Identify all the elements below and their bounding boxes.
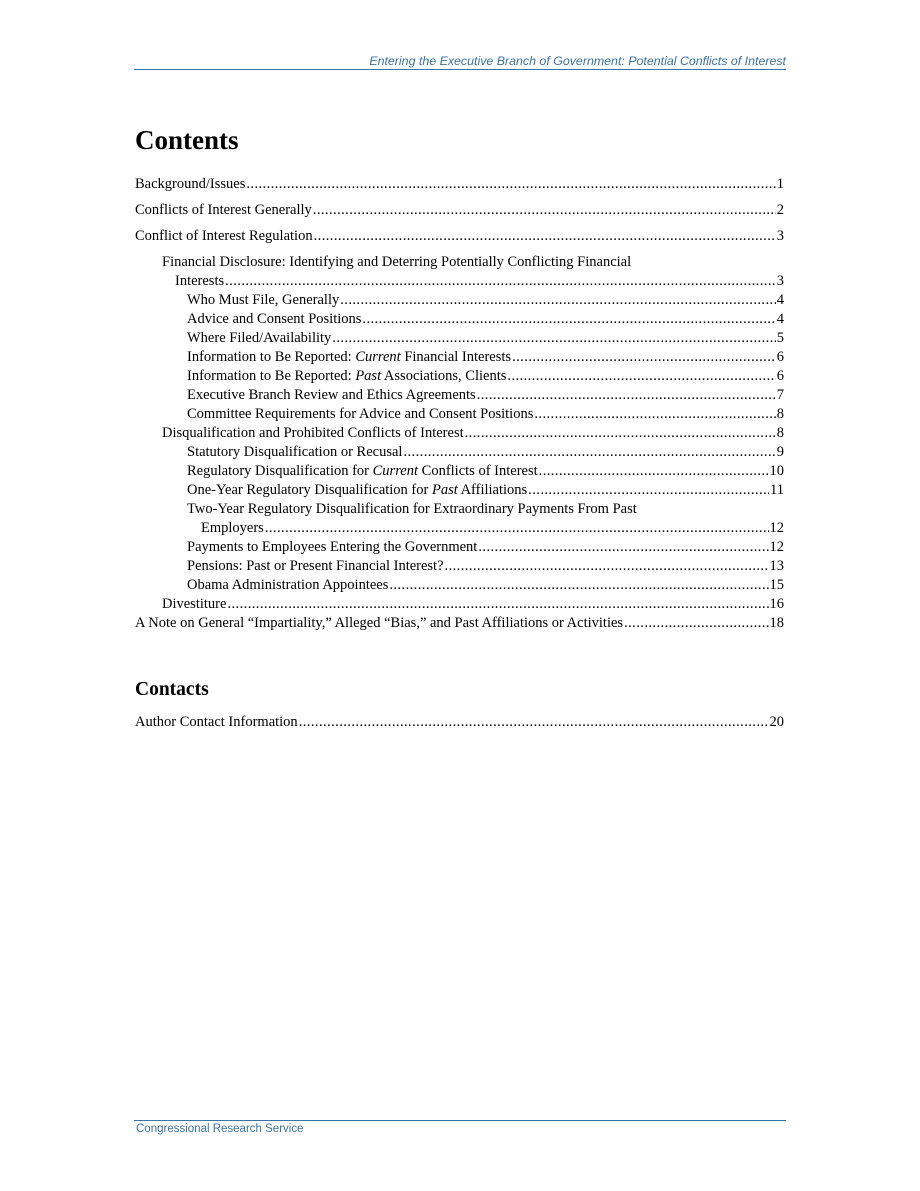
toc-entry-label	[187, 481, 527, 500]
toc-entry-page: 4	[776, 292, 784, 308]
dot-leader	[299, 713, 769, 732]
toc-entry-label: Obama Administration Appointees	[187, 577, 389, 593]
label-text: Associations, Clients	[381, 368, 507, 384]
toc-entry-label-line1: Financial Disclosure: Identifying and Deterring Potentially Conflicting Financial	[162, 254, 632, 270]
toc-entry-page: 5	[776, 330, 784, 346]
toc-entry-page: 9	[776, 444, 784, 460]
toc-entry-label: Where Filed/Availability	[187, 330, 332, 346]
label-text: Information to Be Reported:	[187, 349, 356, 365]
dot-leader	[313, 201, 776, 220]
toc-entry-committee-requirements[interactable]	[135, 405, 784, 424]
toc-entry-label: Conflicts of Interest Generally	[135, 202, 312, 218]
toc-entry-label: Pensions: Past or Present Financial Interest?	[187, 558, 444, 574]
running-header: Entering the Executive Branch of Government: Potential Conflicts of Interest	[369, 54, 786, 68]
toc-entry-label: Advice and Consent Positions	[187, 311, 362, 327]
dot-leader	[478, 538, 768, 557]
toc-entry-financial-disclosure[interactable]	[135, 253, 784, 291]
toc-entry-label: Background/Issues	[135, 176, 246, 192]
contacts-title: Contacts	[135, 679, 209, 700]
toc-entry-page: 12	[769, 539, 784, 555]
toc-entry-pensions[interactable]	[135, 557, 784, 576]
dot-leader	[477, 386, 776, 405]
toc-entry-line2	[135, 272, 784, 291]
toc-entry-page: 6	[776, 349, 784, 365]
dot-leader	[246, 175, 775, 194]
toc-entry-page: 4	[776, 311, 784, 327]
contacts-list	[135, 713, 784, 732]
toc-entry-page: 8	[776, 425, 784, 441]
dot-leader	[465, 424, 776, 443]
dot-leader	[314, 227, 776, 246]
toc-entry-page: 1	[776, 176, 784, 192]
toc-entry-background-issues[interactable]	[135, 175, 784, 194]
toc-entry-page: 10	[769, 463, 784, 479]
toc-entry-page: 3	[776, 228, 784, 244]
toc-entry-label-line2: Employers	[201, 520, 264, 536]
dot-leader	[528, 481, 769, 500]
label-text: One-Year Regulatory Disqualification for	[187, 482, 432, 498]
toc-entry-page: 2	[776, 202, 784, 218]
dot-leader	[624, 614, 768, 633]
dot-leader	[512, 348, 776, 367]
toc-entry-page: 16	[769, 596, 784, 612]
footer-text: Congressional Research Service	[136, 1123, 304, 1135]
toc-entry-who-must-file[interactable]	[135, 291, 784, 310]
footer-rule	[134, 1120, 786, 1121]
toc-entry-divestiture[interactable]	[135, 595, 784, 614]
toc-entry-line2	[135, 519, 784, 538]
toc-entry-page: 11	[770, 482, 784, 498]
table-of-contents	[135, 175, 784, 633]
toc-entry-page: 12	[769, 520, 784, 536]
toc-entry-page: 20	[769, 714, 784, 730]
toc-entry-label	[187, 367, 506, 386]
header-rule	[134, 69, 786, 70]
toc-entry-label: A Note on General “Impartiality,” Alleged “Bias,” and Past Affiliations or Activities	[135, 615, 624, 631]
label-text: Conflicts of Interest	[418, 463, 538, 479]
dot-leader	[265, 519, 769, 538]
toc-entry-payments-entering[interactable]	[135, 538, 784, 557]
toc-entry-statutory-disqualification[interactable]	[135, 443, 784, 462]
toc-entry-label: Committee Requirements for Advice and Consent Positions	[187, 406, 534, 422]
dot-leader	[332, 329, 775, 348]
toc-entry-label-line2: Interests	[175, 273, 225, 289]
toc-entry-label	[187, 462, 538, 481]
toc-entry-page: 15	[769, 577, 784, 593]
toc-entry-page: 18	[769, 615, 784, 631]
toc-entry-page: 3	[776, 273, 784, 289]
toc-entry-label: Who Must File, Generally	[187, 292, 340, 308]
toc-entry-label: Executive Branch Review and Ethics Agreements	[187, 387, 476, 403]
page-title: Contents	[135, 125, 239, 155]
dot-leader	[340, 291, 776, 310]
dot-leader	[534, 405, 775, 424]
toc-entry-current-financial-interests[interactable]	[135, 348, 784, 367]
toc-entry-page: 7	[776, 387, 784, 403]
dot-leader	[225, 272, 776, 291]
toc-entry-author-contact[interactable]	[135, 713, 784, 732]
toc-entry-label: Disqualification and Prohibited Conflicts of Interest	[162, 425, 464, 441]
dot-leader	[227, 595, 768, 614]
dot-leader	[539, 462, 769, 481]
label-text: Regulatory Disqualification for	[187, 463, 373, 479]
toc-entry-label: Conflict of Interest Regulation	[135, 228, 313, 244]
label-text: Financial Interests	[400, 349, 512, 365]
label-emphasis: Past	[355, 368, 382, 384]
toc-entry-label: Payments to Employees Entering the Government	[187, 539, 478, 555]
toc-entry-conflicts-generally[interactable]	[135, 201, 784, 220]
toc-entry-advice-consent-positions[interactable]	[135, 310, 784, 329]
label-text: Information to Be Reported:	[187, 368, 356, 384]
label-emphasis: Current	[355, 349, 401, 365]
dot-leader	[362, 310, 775, 329]
toc-entry-label	[187, 348, 511, 367]
label-emphasis: Current	[372, 463, 419, 479]
toc-entry-page: 13	[769, 558, 784, 574]
toc-entry-past-associations[interactable]	[135, 367, 784, 386]
toc-entry-regulatory-current[interactable]	[135, 462, 784, 481]
toc-entry-label: Statutory Disqualification or Recusal	[187, 444, 403, 460]
toc-entry-label-line1: Two-Year Regulatory Disqualification for Extraordinary Payments From Past	[187, 501, 637, 517]
toc-entry-obama-appointees[interactable]	[135, 576, 784, 595]
dot-leader	[445, 557, 769, 576]
toc-entry-label: Author Contact Information	[135, 714, 298, 730]
toc-entry-disqualification[interactable]	[135, 424, 784, 443]
dot-leader	[403, 443, 775, 462]
label-emphasis: Past	[431, 482, 458, 498]
toc-entry-where-filed[interactable]	[135, 329, 784, 348]
toc-entry-page: 6	[776, 368, 784, 384]
toc-entry-conflict-regulation[interactable]	[135, 227, 784, 246]
toc-entry-one-year-past[interactable]	[135, 481, 784, 500]
dot-leader	[389, 576, 768, 595]
toc-entry-label: Divestiture	[162, 596, 227, 612]
toc-entry-page: 8	[776, 406, 784, 422]
label-text: Affiliations	[457, 482, 528, 498]
dot-leader	[507, 367, 775, 386]
toc-entry-impartiality-note[interactable]	[135, 614, 784, 633]
toc-entry-two-year-extraordinary[interactable]	[135, 500, 784, 538]
toc-entry-executive-review[interactable]	[135, 386, 784, 405]
